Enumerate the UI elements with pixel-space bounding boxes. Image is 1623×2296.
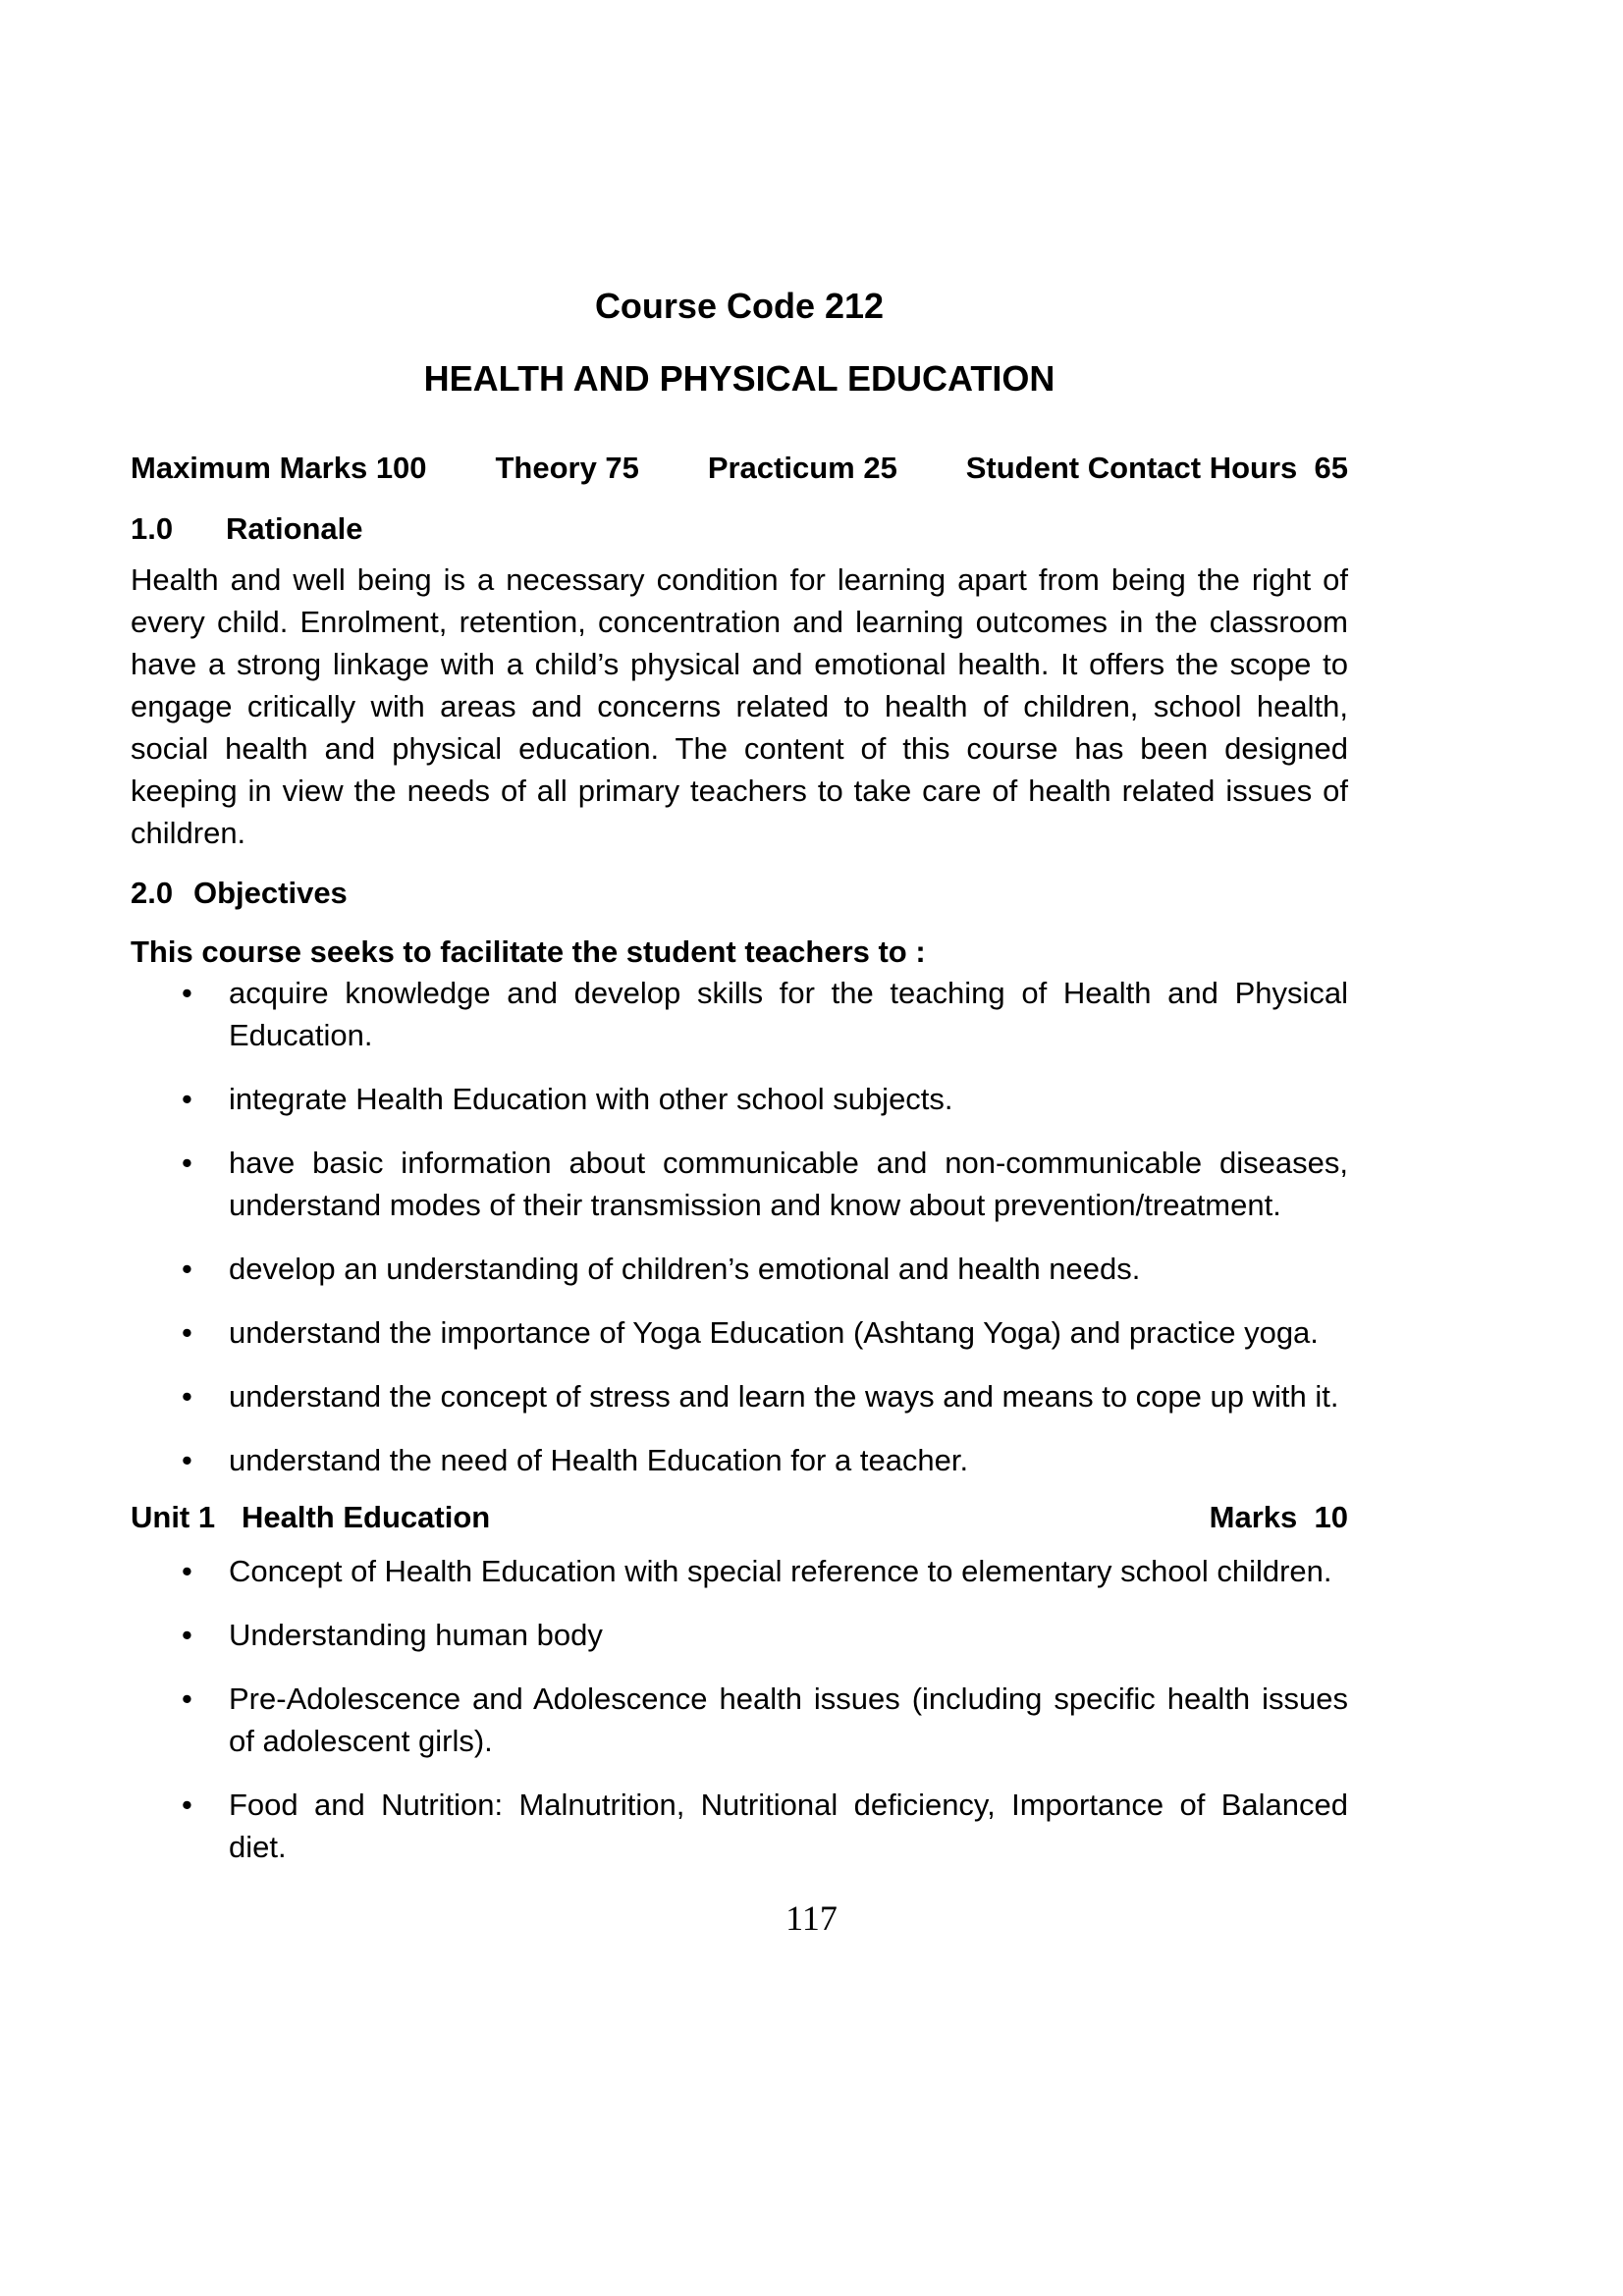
objective-bullet-2 [131, 1078, 1348, 1120]
unit1-bullet-4 [131, 1784, 1348, 1868]
objective-bullet-text: understand the importance of Yoga Education (Ashtang Yoga) and practice yoga. [229, 1315, 1319, 1350]
rationale-section-number: 1.0 [131, 511, 174, 546]
bullet-marker-icon: • [182, 1379, 192, 1414]
objective-bullet-text: understand the need of Health Education for a teacher. [229, 1443, 969, 1477]
unit1-bullet-list [131, 1550, 1348, 1868]
bullet-marker-icon: • [182, 976, 192, 1010]
objective-bullet-1 [131, 972, 1348, 1056]
bullet-marker-icon: • [182, 1788, 192, 1822]
objective-bullet-text: acquire knowledge and develop skills for the teaching of Health and Physical Education. [229, 976, 1348, 1052]
objectives-section-title: Objectives [193, 876, 348, 910]
rationale-section-title: Rationale [226, 511, 363, 546]
unit1-heading [131, 1498, 1348, 1537]
unit1-bullet-1 [131, 1550, 1348, 1592]
objective-bullet-5 [131, 1311, 1348, 1354]
bullet-marker-icon: • [182, 1315, 192, 1350]
bullet-marker-icon: • [182, 1443, 192, 1477]
objective-bullet-text: integrate Health Education with other school subjects. [229, 1082, 953, 1116]
course-name-subtitle: HEALTH AND PHYSICAL EDUCATION [423, 358, 1055, 399]
objective-bullet-text: understand the concept of stress and learn the ways and means to cope up with it. [229, 1379, 1339, 1414]
page-number: 117 [785, 1898, 838, 1938]
objectives-section-number: 2.0 [131, 876, 174, 910]
bullet-marker-icon: • [182, 1082, 192, 1116]
unit1-marks-label: Marks 10 [1209, 1500, 1348, 1534]
unit1-title: Health Education [242, 1500, 491, 1534]
unit1-bullet-2 [131, 1614, 1348, 1656]
objectives-lead-sentence: This course seeks to facilitate the student teachers to : [131, 934, 926, 969]
objectives-bullet-list [131, 972, 1348, 1481]
unit1-bullet-text: Food and Nutrition: Malnutrition, Nutritional deficiency, Importance of Balanced diet. [229, 1788, 1348, 1864]
objective-bullet-text: develop an understanding of children’s emotional and health needs. [229, 1252, 1141, 1286]
objectives-section-heading [131, 874, 1348, 913]
rationale-section-heading [131, 509, 1348, 549]
course-code-title: Course Code 212 [594, 286, 885, 326]
bullet-marker-icon: • [182, 1554, 192, 1588]
unit1-bullet-text: Pre-Adolescence and Adolescence health issues (including specific health issues of adolescent girls). [229, 1682, 1348, 1758]
objective-bullet-text: have basic information about communicable and non-communicable diseases, understand modes of their transmission and know about prevention/treatment. [229, 1146, 1348, 1222]
rationale-body-paragraph: Health and well being is a necessary condition for learning apart from being the right of every child. Enrolment, retention, concentration and learning outcomes in the classroom have a strong linkage with a child’s physical and emotional health. It offers the scope to engage critically with areas and concerns related to health of children, school health, social health and physical education. The content of this course has been designed keeping in view the needs of all primary teachers to take care of health related issues of children. [131, 562, 1348, 850]
bullet-marker-icon: • [182, 1252, 192, 1286]
objective-bullet-6 [131, 1375, 1348, 1417]
unit1-bullet-text: Concept of Health Education with special reference to elementary school children. [229, 1554, 1332, 1588]
practicum-marks-label: Practicum 25 [707, 451, 897, 485]
maximum-marks-label: Maximum Marks 100 [131, 451, 427, 485]
marks-summary-row [131, 449, 1348, 488]
bullet-marker-icon: • [182, 1146, 192, 1180]
objective-bullet-3 [131, 1142, 1348, 1226]
unit1-bullet-text: Understanding human body [229, 1618, 603, 1652]
objective-bullet-7 [131, 1439, 1348, 1481]
theory-marks-label: Theory 75 [495, 451, 639, 485]
bullet-marker-icon: • [182, 1618, 192, 1652]
unit1-bullet-3 [131, 1678, 1348, 1762]
unit1-number: Unit 1 [131, 1500, 216, 1534]
contact-hours-label: Student Contact Hours 65 [965, 451, 1348, 485]
bullet-marker-icon: • [182, 1682, 192, 1716]
objective-bullet-4 [131, 1248, 1348, 1290]
